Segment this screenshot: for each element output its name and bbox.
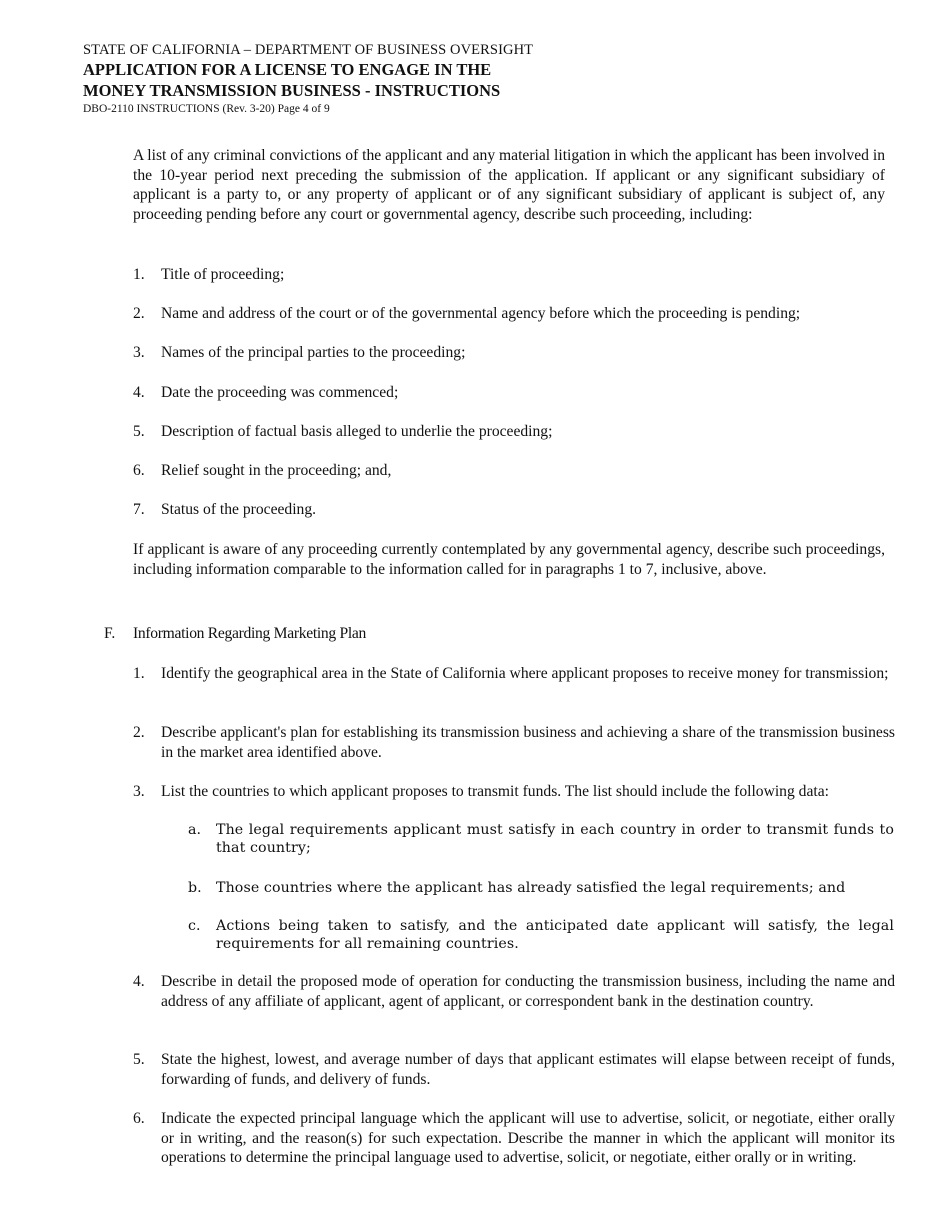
document-title-line-1: APPLICATION FOR A LICENSE TO ENGAGE IN THE — [83, 60, 492, 79]
item-number: 1. — [133, 665, 145, 682]
item-text: Description of factual basis alleged to underlie the proceeding; — [161, 423, 553, 440]
proceeding-item — [133, 343, 895, 363]
proceeding-item — [133, 265, 895, 285]
contemplated-proceedings-paragraph: If applicant is aware of any proceeding currently contemplated by any governmental agency, describe such proceedings, including information comparable to the information called for in paragraphs 1 to 7, inclusive, above. — [133, 541, 885, 578]
subitem-letter: c. — [188, 918, 201, 934]
country-data-subitem — [188, 918, 894, 953]
item-text: Name and address of the court or of the governmental agency before which the proceeding is pending; — [161, 305, 801, 322]
form-info: DBO-2110 INSTRUCTIONS (Rev. 3-20) Page 4 of 9 — [83, 103, 330, 115]
country-data-subitem — [188, 822, 894, 857]
proceeding-item — [133, 422, 895, 442]
item-text: Relief sought in the proceeding; and, — [161, 462, 392, 479]
subitem-letter: a. — [188, 822, 201, 838]
marketing-plan-item — [133, 972, 895, 1011]
document-title-line-2: MONEY TRANSMISSION BUSINESS - INSTRUCTIONS — [83, 81, 501, 100]
item-number: 3. — [133, 783, 145, 800]
marketing-plan-item — [133, 1109, 895, 1168]
item-text: Names of the principal parties to the proceeding; — [161, 344, 466, 361]
item-number: 4. — [133, 384, 145, 401]
item-text: Describe applicant's plan for establishing its transmission business and achieving a share of the transmission business in the market area identified above. — [161, 724, 895, 761]
section-f — [104, 624, 884, 644]
section-letter: F. — [104, 625, 116, 642]
item-text: State the highest, lowest, and average number of days that applicant estimates will elapse between receipt of funds, forwarding of funds, and delivery of funds. — [161, 1051, 895, 1088]
item-number: 6. — [133, 1110, 145, 1127]
intro-paragraph: A list of any criminal convictions of the applicant and any material litigation in which the applicant has been involved in the 10-year period next preceding the submission of the application. If applicant or any significant subsidiary of applicant is a party to, or any property of applicant or of any significant subsidiary of applicant is subject of, any proceeding pending before any court or governmental agency, describe such proceeding, including: — [133, 147, 885, 223]
item-number: 2. — [133, 305, 145, 322]
subitem-letter: b. — [188, 880, 202, 896]
marketing-plan-item — [133, 782, 895, 802]
proceeding-item — [133, 383, 895, 403]
subitem-text: Those countries where the applicant has already satisfied the legal requirements; and — [216, 880, 846, 896]
item-text: Status of the proceeding. — [161, 501, 317, 518]
agency-name: STATE OF CALIFORNIA – DEPARTMENT OF BUSINESS OVERSIGHT — [83, 42, 534, 58]
section-heading: Information Regarding Marketing Plan — [133, 625, 367, 642]
proceeding-item — [133, 500, 895, 520]
marketing-plan-item — [133, 723, 895, 762]
item-number: 1. — [133, 266, 145, 283]
item-number: 4. — [133, 973, 145, 990]
item-text: Identify the geographical area in the State of California where applicant proposes to receive money for transmission; — [161, 665, 889, 682]
subitem-text: Actions being taken to satisfy, and the anticipated date applicant will satisfy, the legal requirements for all remaining countries. — [216, 918, 894, 952]
item-text: List the countries to which applicant proposes to transmit funds. The list should include the following data: — [161, 783, 829, 800]
item-number: 5. — [133, 423, 145, 440]
marketing-plan-item — [133, 1050, 895, 1089]
item-number: 5. — [133, 1051, 145, 1068]
proceeding-item — [133, 461, 895, 481]
item-text: Indicate the expected principal language which the applicant will use to advertise, solicit, or negotiate, either orally or in writing, and the reason(s) for such expectation. Describe the manner in which the applicant will monitor its operations to determine the principal language used to advertise, solicit, or negotiate, either orally or in writing. — [161, 1110, 895, 1167]
document-header — [83, 42, 883, 116]
item-text: Title of proceeding; — [161, 266, 285, 283]
item-number: 7. — [133, 501, 145, 518]
item-number: 2. — [133, 724, 145, 741]
item-text: Date the proceeding was commenced; — [161, 384, 399, 401]
item-number: 6. — [133, 462, 145, 479]
marketing-plan-item — [133, 664, 895, 684]
proceeding-item — [133, 304, 895, 324]
item-number: 3. — [133, 344, 145, 361]
country-data-subitem — [188, 880, 894, 898]
item-text: Describe in detail the proposed mode of operation for conducting the transmission business, including the name and address of any affiliate of applicant, agent of applicant, or correspondent bank in the destination country. — [161, 973, 895, 1010]
subitem-text: The legal requirements applicant must satisfy in each country in order to transmit funds to that country; — [216, 822, 894, 856]
